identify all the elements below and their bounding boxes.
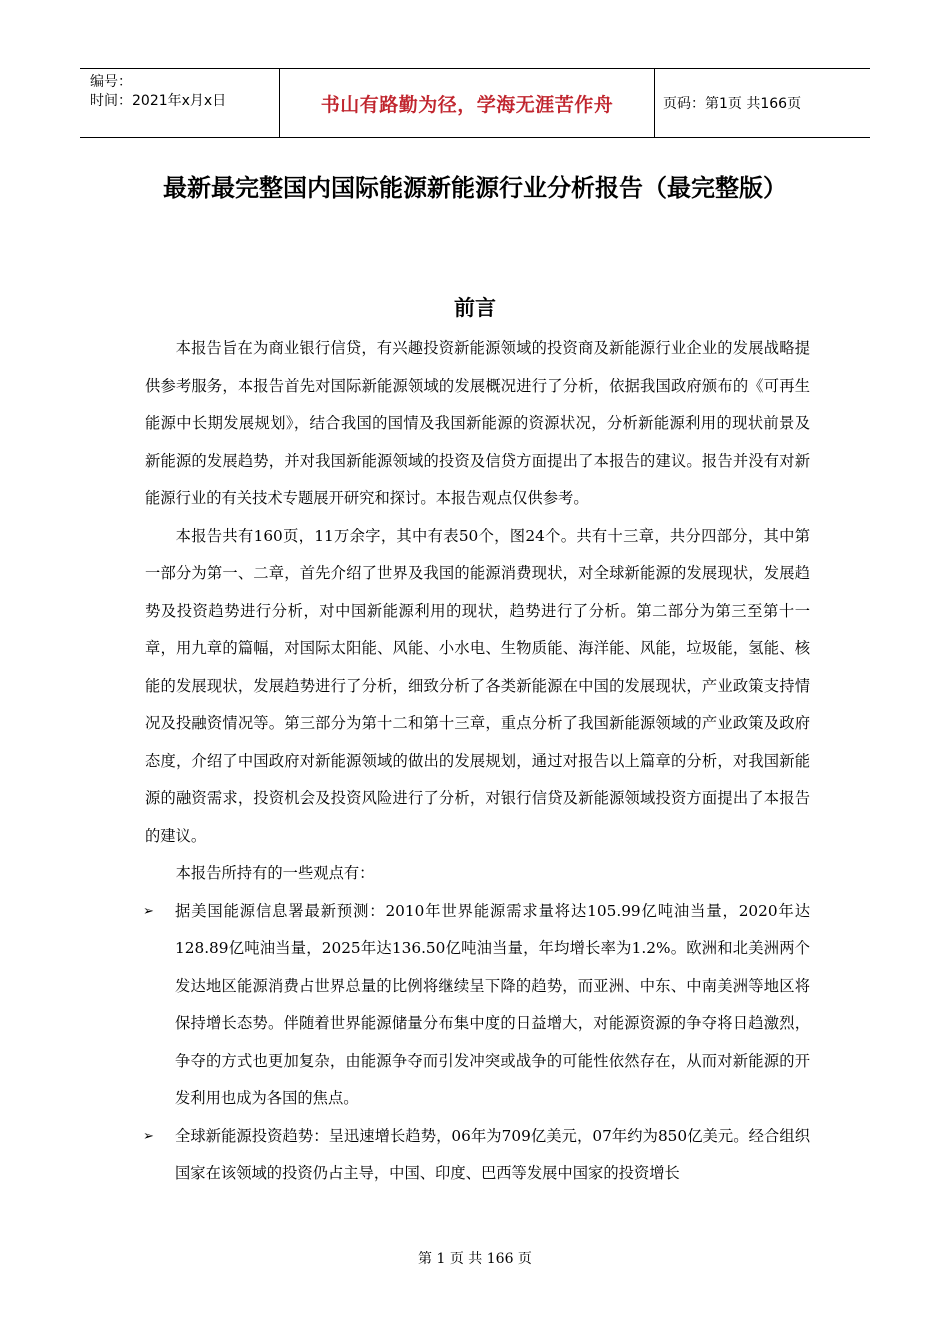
- body-paragraph: 本报告旨在为商业银行信贷，有兴趣投资新能源领域的投资商及新能源行业企业的发展战略提供参考服务，本报告首先对国际新能源领域的发展概况进行了分析，依据我国政府颁布的《可再生能源中长期发展规划》，结合我国的国情及我国新能源的资源状况，分析新能源利用的现状前景及新能源的发展趋势，并对我国新能源领域的投资及信贷方面提出了本报告的建议。报告并没有对新能源行业的有关技术专题展开研究和探讨。本报告观点仅供参考。: [145, 339, 810, 507]
- arrow-bullet-icon: ➢: [143, 903, 154, 919]
- arrow-bullet-icon: ➢: [143, 1128, 154, 1144]
- header-meta-cell: [80, 69, 280, 137]
- document-body: [145, 330, 810, 1193]
- header-page-code: 页码：第1页 共166页: [663, 96, 802, 112]
- header-motto: 书山有路勤为径，学海无涯苦作舟: [280, 69, 655, 137]
- list-item: [145, 1118, 810, 1193]
- page-footer: 第 1 页 共 166 页: [418, 1251, 532, 1267]
- list-item: [145, 893, 810, 1118]
- body-paragraph: 本报告共有160页，11万余字，其中有表50个，图24个。共有十三章，共分四部分，其中第一部分为第一、二章，首先介绍了世界及我国的能源消费现状，对全球新能源的发展现状，发展趋势及投资趋势进行分析，对中国新能源利用的现状，趋势进行了分析。第二部分为第三至第十一章，用九章的篇幅，对国际太阳能、风能、小水电、生物质能、海洋能、风能，垃圾能，氢能、核能的发展现状，发展趋势进行了分析，细致分析了各类新能源在中国的发展现状，产业政策支持情况及投融资情况等。第三部分为第十二和第十三章，重点分析了我国新能源领域的产业政策及政府态度，介绍了中国政府对新能源领域的做出的发展规划，通过对报告以上篇章的分析，对我国新能源的融资需求，投资机会及投资风险进行了分析，对银行信贷及新能源领域投资方面提出了本报告的建议。: [145, 526, 810, 845]
- document-time-label: 时间：2021年x月x日: [90, 93, 227, 109]
- list-item-text: 全球新能源投资趋势：呈迅速增长趋势，06年为709亿美元，07年约为850亿美元。经合组织国家在该领域的投资仍占主导，中国、印度、巴西等发展中国家的投资增长: [175, 1126, 810, 1182]
- preface-heading: 前言: [454, 296, 496, 320]
- document-number-label: 编号：: [90, 74, 132, 90]
- views-list: [145, 893, 810, 1193]
- document-title: 最新最完整国内国际能源新能源行业分析报告（最完整版）: [163, 174, 787, 202]
- views-intro: 本报告所持有的一些观点有：: [175, 864, 375, 882]
- list-item-text: 据美国能源信息署最新预测：2010年世界能源需求量将达105.99亿吨油当量，2020年达128.89亿吨油当量，2025年达136.50亿吨油当量，年均增长率为1.2%。欧洲和北美洲两个发达地区能源消费占世界总量的比例将继续呈下降的趋势，而亚洲、中东、中南美洲等地区将保持增长态势。伴随着世界能源储量分布集中度的日益增大，对能源资源的争夺将日趋激烈，争夺的方式也更加复杂，由能源争夺而引发冲突或战争的可能性依然存在，从而对新能源的开发利用也成为各国的焦点。: [175, 901, 810, 1107]
- header-table: [80, 68, 870, 138]
